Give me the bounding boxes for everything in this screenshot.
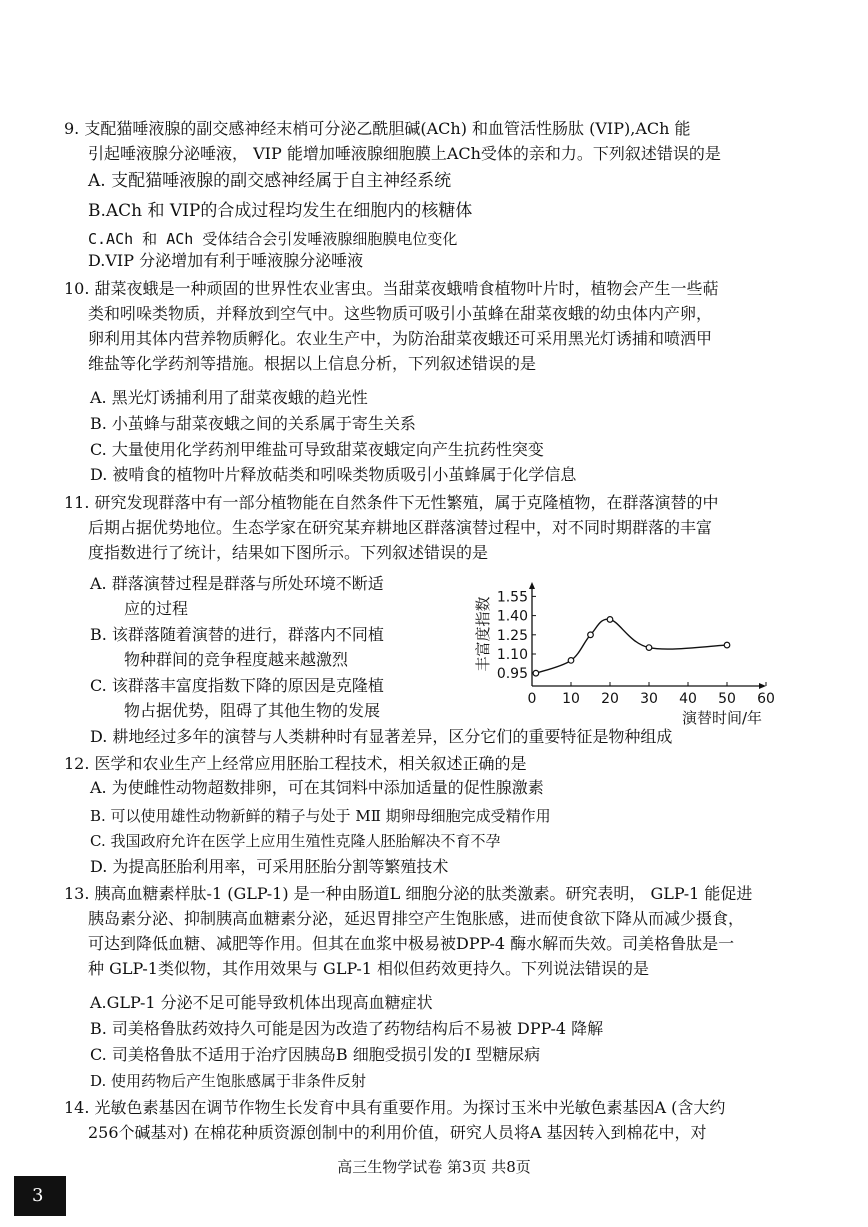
q14-stem-line1: 14. 光敏色素基因在调节作物生长发育中具有重要作用。为探讨玉米中光敏色素基因A (含大约 [64,1098,726,1117]
q9-stem-line2: 引起唾液腺分泌唾液， VIP 能增加唾液腺细胞膜上ACh受体的亲和力。下列叙述错误的是 [88,144,721,163]
y-axis-arrow [529,582,535,589]
q13-option-c: C. 司美格鲁肽不适用于治疗因胰岛B 细胞受损引发的I 型糖尿病 [90,1045,541,1064]
q11-option-b-line1: B. 该群落随着演替的进行，群落内不同植 [90,625,384,644]
q13-stem-line4: 种 GLP-1类似物，其作用效果与 GLP-1 相似但药效更持久。下列说法错误的是 [88,959,650,978]
q11-option-c-line2: 物占据优势，阻碍了其他生物的发展 [124,701,381,720]
y-tick-label: 1.10 [496,647,528,663]
y-tick-label: 1.25 [496,627,528,644]
q10-stem-line4: 维盐等化学药剂等措施。根据以上信息分析，下列叙述错误的是 [88,354,537,373]
chart-axes [529,582,766,689]
q10-stem-line2: 类和吲哚类物质，并释放到空气中。这些物质可吸引小茧蜂在甜菜夜蛾的幼虫体内产卵， [88,304,713,323]
data-point [588,632,594,638]
q10-option-d: D. 被啃食的植物叶片释放萜类和吲哚类物质吸引小茧蜂属于化学信息 [90,465,577,484]
q12-option-b: B. 可以使用雄性动物新鲜的精子与处于 MⅡ 期卵母细胞完成受精作用 [90,807,551,825]
x-tick-label: 10 [562,691,580,707]
y-tick-label: 1.55 [496,589,528,606]
richness-index-chart [466,582,775,727]
q13-option-a: A.GLP-1 分泌不足可能导致机体出现高血糖症状 [90,993,433,1012]
data-point [724,642,730,648]
page-number-tab: 3 [14,1176,66,1216]
x-tick-label: 50 [718,691,736,707]
data-point [533,670,539,676]
q10-option-a: A. 黑光灯诱捕利用了甜菜夜蛾的趋光性 [90,388,368,407]
q9-option-d: D.VIP 分泌增加有利于唾液腺分泌唾液 [88,251,364,270]
x-axis-arrow [759,683,766,689]
q10-stem-line1: 10. 甜菜夜蛾是一种顽固的世界性农业害虫。当甜菜夜蛾啃食植物叶片时，植物会产生一些萜 [64,279,719,298]
x-tick-label: 60 [757,691,775,707]
y-axis-title: 丰富度指数 [474,596,492,672]
q11-option-a-line2: 应的过程 [124,599,189,618]
data-point [568,658,574,664]
q11-stem-line3: 度指数进行了统计，结果如下图所示。下列叙述错误的是 [88,543,489,562]
page-footer: 高三生物学试卷 第3页 共8页 [337,1158,531,1176]
x-tick-label: 0 [527,691,537,707]
q11-option-a-line1: A. 群落演替过程是群落与所处环境不断适 [90,574,384,593]
q13-option-d: D. 使用药物后产生饱胀感属于非条件反射 [90,1072,367,1090]
q12-option-d: D. 为提高胚胎利用率，可采用胚胎分割等繁殖技术 [90,857,449,876]
q12-option-a: A. 为使雌性动物超数排卵，可在其饲料中添加适量的促性腺激素 [90,778,544,797]
data-point [607,617,613,623]
x-tick-label: 20 [601,691,619,707]
q9-option-b: B.ACh 和 VIP的合成过程均发生在细胞内的核糖体 [88,201,473,221]
q11-option-b-line2: 物种群间的竞争程度越来越激烈 [124,650,349,669]
data-point [646,645,652,651]
x-tick-label: 40 [679,691,697,707]
chart-labels [474,589,775,727]
y-tick-label: 1.40 [496,608,528,625]
x-tick-label: 30 [640,691,658,707]
q11-stem-line1: 11. 研究发现群落中有一部分植物能在自然条件下无性繁殖，属于克隆植物，在群落演替的中 [64,493,719,512]
q10-option-c: C. 大量使用化学药剂甲维盐可导致甜菜夜蛾定向产生抗药性突变 [90,440,544,459]
q14-stem-line2: 256个碱基对) 在棉花种质资源创制中的利用价值，研究人员将A 基因转入到棉花中，对 [88,1123,707,1142]
q12-option-c: C. 我国政府允许在医学上应用生殖性克隆人胚胎解决不育不孕 [90,832,501,850]
q13-stem-line3: 可达到降低血糖、减肥等作用。但其在血浆中极易被DPP-4 酶水解而失效。司美格鲁肽是一 [88,934,735,953]
q13-option-b: B. 司美格鲁肽药效持久可能是因为改造了药物结构后不易被 DPP-4 降解 [90,1019,604,1038]
q10-option-b: B. 小茧蜂与甜菜夜蛾之间的关系属于寄生关系 [90,414,416,433]
q11-option-d: D. 耕地经过多年的演替与人类耕种时有显著差异，区分它们的重要特征是物种组成 [90,727,673,746]
q12-stem: 12. 医学和农业生产上经常应用胚胎工程技术，相关叙述正确的是 [64,754,527,773]
x-axis-title: 演替时间/年 [681,709,762,727]
q13-stem-line1: 13. 胰高血糖素样肽-1 (GLP-1) 是一种由肠道L 细胞分泌的肽类激素。研究表明， GLP-1 能促进 [64,884,753,903]
q11-stem-line2: 后期占据优势地位。生态学家在研究某弃耕地区群落演替过程中，对不同时期群落的丰富 [88,518,713,537]
q9-option-c: C.ACh 和 ACh 受体结合会引发唾液腺细胞膜电位变化 [88,230,458,248]
q9-stem-line1: 9. 支配猫唾液腺的副交感神经末梢可分泌乙酰胆碱(ACh) 和血管活性肠肽 (VIP),ACh 能 [64,119,691,138]
y-tick-label: 0.95 [496,666,528,683]
q9-option-a: A. 支配猫唾液腺的副交感神经属于自主神经系统 [88,171,452,191]
q11-option-c-line1: C. 该群落丰富度指数下降的原因是克隆植 [90,676,384,695]
richness-series-line [536,619,727,673]
q10-stem-line3: 卵利用其体内营养物质孵化。农业生产中，为防治甜菜夜蛾还可采用黑光灯诱捕和喷洒甲 [88,329,713,348]
chart-series [533,617,730,676]
q13-stem-line2: 胰岛素分泌、抑制胰高血糖素分泌，延迟胃排空产生饱胀感，进而使食欲下降从而减少摄食， [88,909,745,928]
